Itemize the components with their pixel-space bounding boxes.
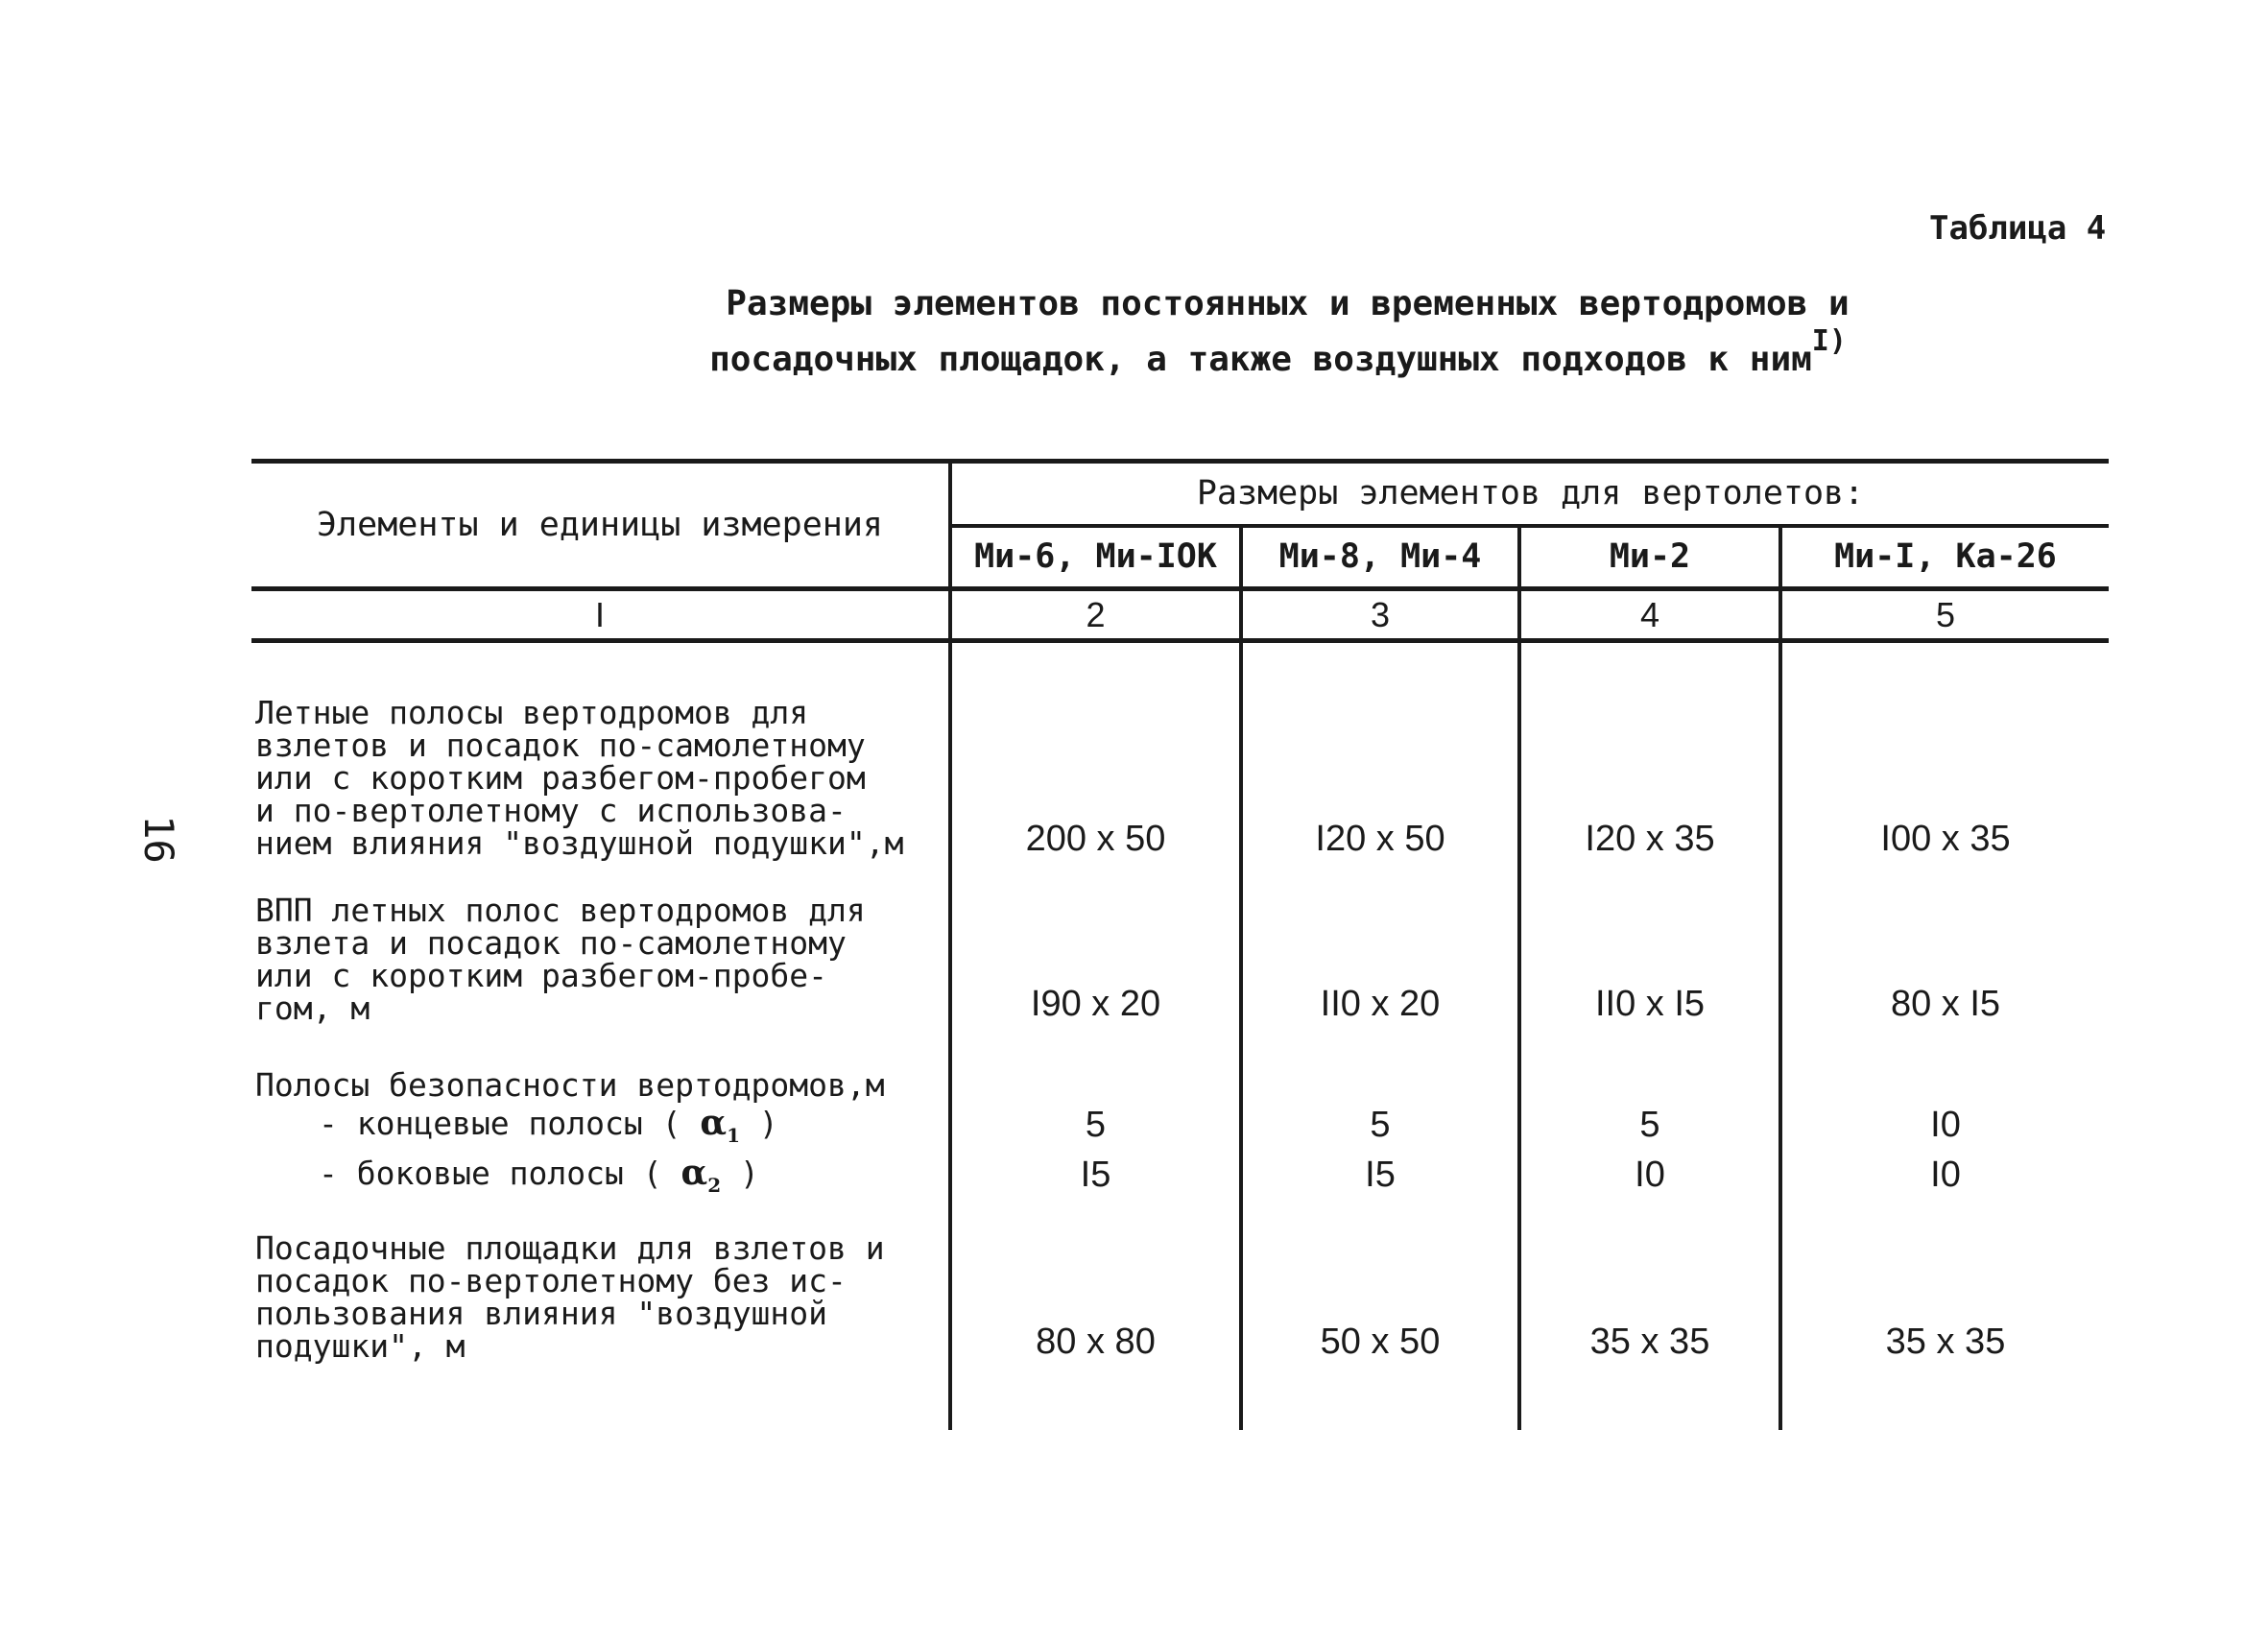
close-paren: ) [758, 1105, 778, 1143]
alpha-symbol [680, 1153, 722, 1198]
sub-label-text: - концевые полосы ( [319, 1105, 681, 1143]
title-line-2-text: посадочных площадок, а также воздушных подходов к ним [709, 340, 1812, 379]
column-number: 5 [1780, 589, 2109, 641]
row-value: I90 x 20 [950, 870, 1241, 1033]
empty-cell [1519, 1374, 1780, 1430]
page-number: 16 [134, 815, 182, 864]
alpha-index: 2 [707, 1174, 722, 1198]
row-value: I20 x 50 [1241, 641, 1519, 870]
alpha-char: α [700, 1103, 728, 1144]
table-row [251, 1150, 2109, 1202]
table-row [251, 1202, 2109, 1374]
sub-label-text: - боковые полосы ( [319, 1155, 662, 1193]
header-elements-col: Элементы и единицы измерения [251, 462, 950, 589]
table-label: Таблица 4 [1929, 209, 2107, 248]
row-label: ВПП летных полос вертодромов для взлета и посадок по-самолетному или с коротким разбегом-пробе- гом, м [255, 891, 866, 1027]
row-value: II0 x 20 [1241, 870, 1519, 1033]
row-value: I00 x 35 [1780, 641, 2109, 870]
column-number-row [251, 589, 2109, 641]
table-row [251, 1033, 2109, 1102]
row-value: 50 x 50 [1241, 1202, 1519, 1374]
helicopter-element-dimensions-table [251, 459, 2109, 1430]
row-label: Посадочные площадки для взлетов и посадок по-вертолетному без ис- пользования влияния "воздушной подушки", м [255, 1228, 885, 1365]
table-row [251, 870, 2109, 1033]
empty-cell [950, 1374, 1241, 1430]
row-value: I20 x 35 [1519, 641, 1780, 870]
row-value: 80 x I5 [1780, 870, 2109, 1033]
table-row [251, 1102, 2109, 1150]
table-title-line-2 [0, 324, 2268, 379]
column-number: I [251, 589, 950, 641]
header-helicopter: Ми-I, Ка-26 [1780, 526, 2109, 589]
row-value: 35 x 35 [1780, 1202, 2109, 1374]
title-footnote-mark: I) [1811, 324, 1847, 358]
table-row [251, 641, 2109, 870]
row-value: 35 x 35 [1519, 1202, 1780, 1374]
close-paren: ) [740, 1155, 759, 1193]
column-number: 4 [1519, 589, 1780, 641]
empty-cell [1519, 1033, 1780, 1102]
row-value: I5 [1241, 1150, 1519, 1202]
empty-cell [1780, 1033, 2109, 1102]
row-label: Летные полосы вертодромов для взлетов и посадок по-самолетному или с коротким разбегом-пробегом и по-вертолетному с использова- нием влияния "воздушной подушки",м [255, 693, 904, 862]
row-value: 5 [1519, 1102, 1780, 1150]
row-label [251, 1150, 950, 1202]
table-row-tail [251, 1374, 2109, 1430]
row-value: I5 [950, 1150, 1241, 1202]
empty-cell [1780, 1374, 2109, 1430]
row-value: 5 [1241, 1102, 1519, 1150]
row-value: I0 [1780, 1102, 2109, 1150]
row-value: I0 [1780, 1150, 2109, 1202]
row-label: Полосы безопасности вертодромов,м [255, 1065, 885, 1104]
empty-cell [950, 1033, 1241, 1102]
header-helicopter: Ми-8, Ми-4 [1241, 526, 1519, 589]
row-label [251, 1102, 950, 1150]
table-title-line-1: Размеры элементов постоянных и временных вертодромов и [726, 284, 1850, 323]
row-value: 80 x 80 [950, 1202, 1241, 1374]
empty-cell [1241, 1374, 1519, 1430]
row-value: II0 x I5 [1519, 870, 1780, 1033]
empty-cell [251, 1374, 950, 1430]
alpha-index: 1 [727, 1124, 740, 1148]
empty-cell [1241, 1033, 1519, 1102]
header-group: Размеры элементов для вертолетов: [950, 462, 2109, 526]
column-number: 2 [950, 589, 1241, 641]
alpha-symbol [700, 1103, 740, 1148]
row-value: I0 [1519, 1150, 1780, 1202]
header-helicopter: Ми-6, Ми-IOK [950, 526, 1241, 589]
row-value: 5 [950, 1102, 1241, 1150]
header-helicopter: Ми-2 [1519, 526, 1780, 589]
alpha-char: α [680, 1153, 708, 1194]
column-number: 3 [1241, 589, 1519, 641]
row-value: 200 x 50 [950, 641, 1241, 870]
header-row-group [251, 462, 2109, 526]
